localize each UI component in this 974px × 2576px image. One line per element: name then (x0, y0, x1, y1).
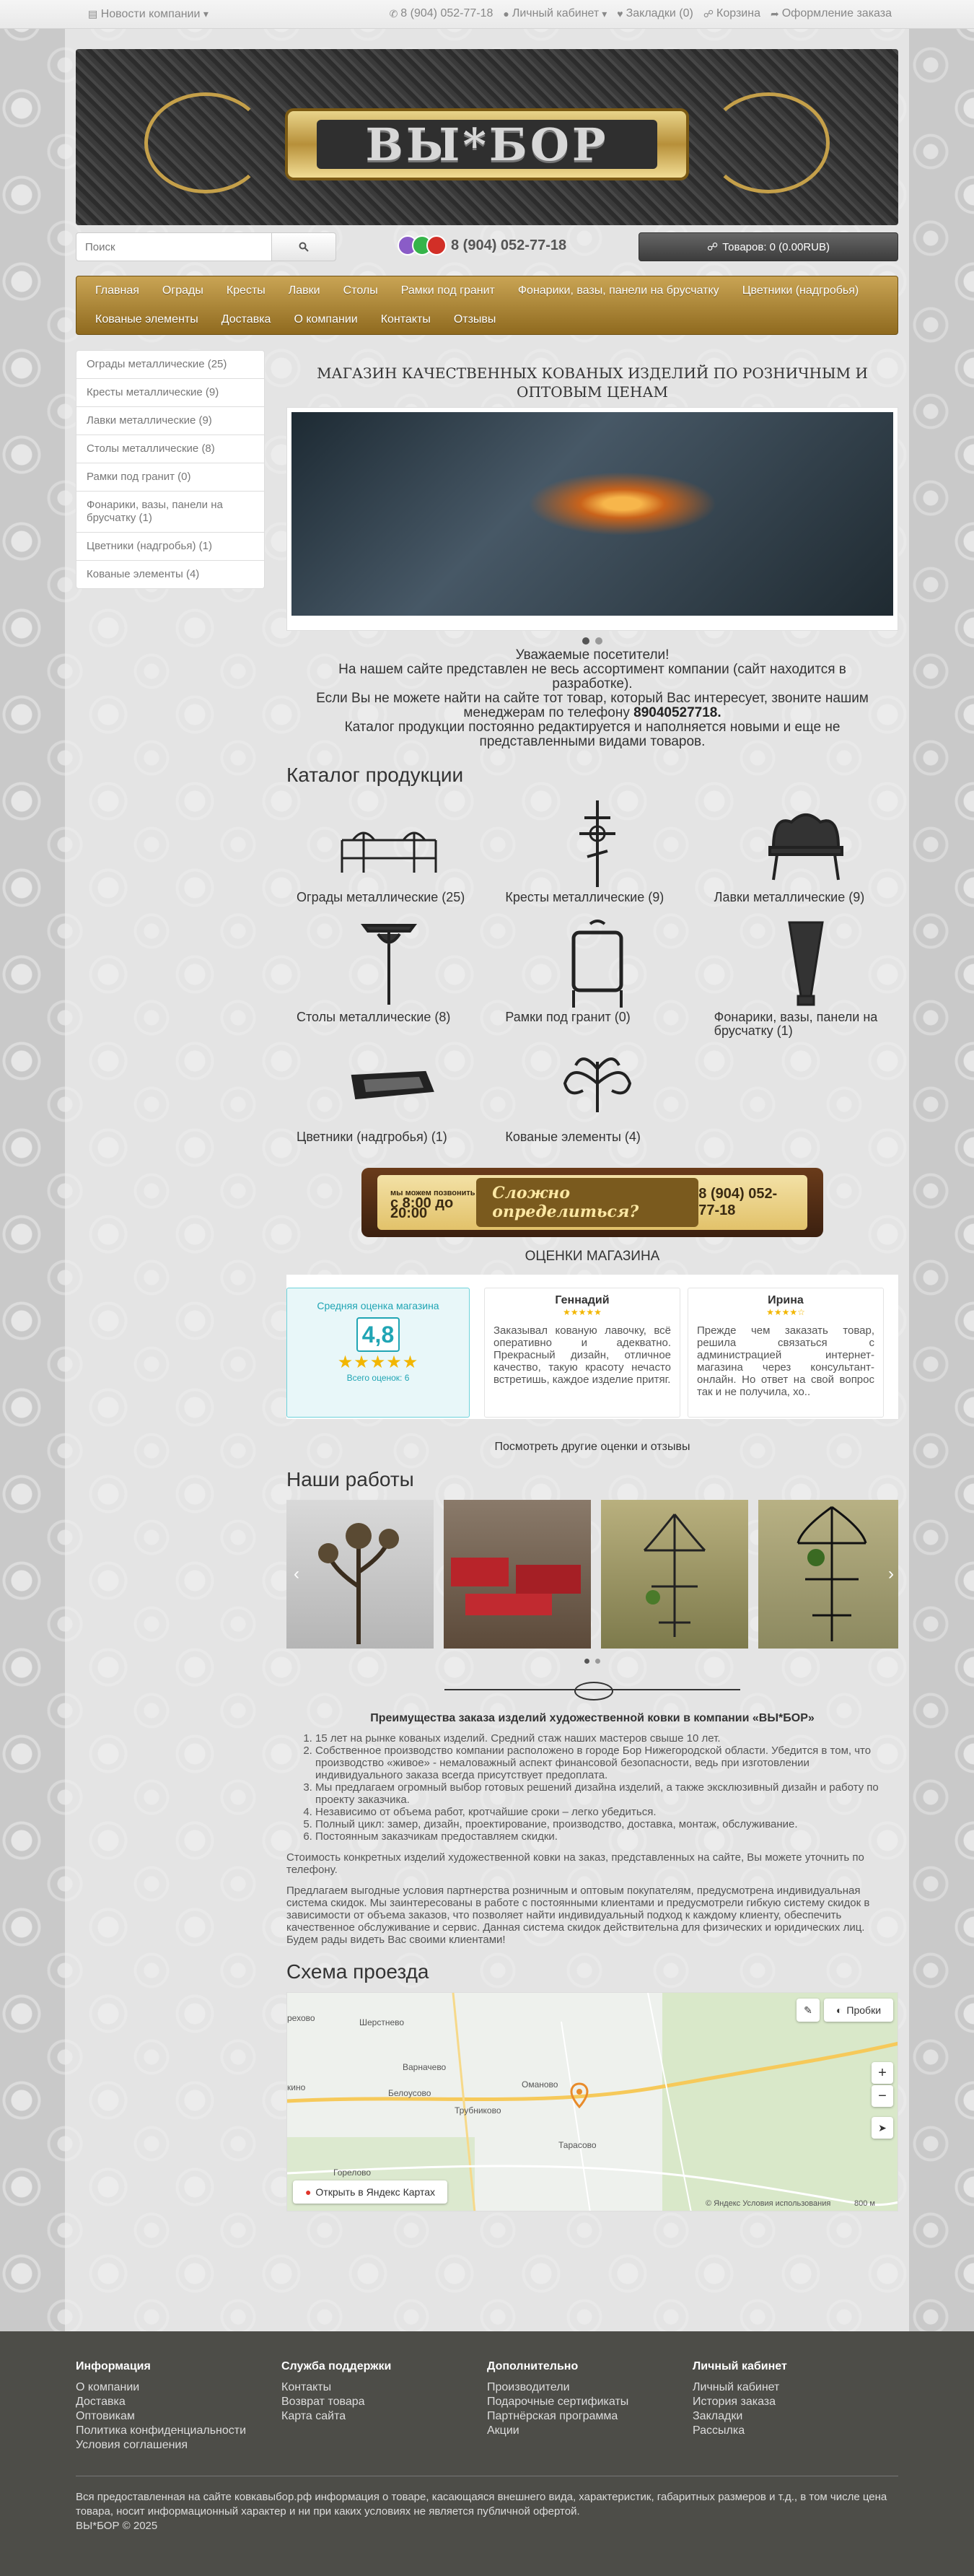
welcome-line: Уважаемые посетители! (515, 647, 670, 663)
catalog-item-fences[interactable] (286, 797, 481, 917)
advantage-item: 4. Независимо от объема работ, кротчайшие сроки – легко убедиться. (315, 1806, 898, 1818)
heart-icon: ♥ (617, 8, 623, 19)
rating-stars: ★★★★★ (337, 1353, 419, 1372)
map-scale: 800 м (854, 2199, 875, 2208)
top-phone-label: 8 (904) 052-77-18 (400, 7, 493, 19)
map-place: кино (287, 2082, 306, 2092)
banner-phone: 8 (904) 052-77-18 (698, 1186, 778, 1218)
review-card[interactable] (688, 1288, 884, 1418)
map-place: Трубниково (455, 2105, 501, 2116)
works-dot[interactable] (584, 1659, 589, 1664)
advantage-item: 5. Полный цикл: замер, дизайн, проектирование, производство, доставка, монтаж, обслуживание. (315, 1818, 898, 1830)
footer (0, 2331, 974, 2576)
review-stars: ★★★★★ (563, 1307, 602, 1317)
works-heading: Наши работы (286, 1468, 414, 1490)
account-link[interactable] (503, 7, 607, 20)
header-phone-number: 8 (904) 052-77-18 (451, 237, 567, 253)
footer-column-support (281, 2360, 487, 2453)
zoom-out-button[interactable] (872, 2085, 893, 2107)
review-author: Геннадий (555, 1294, 610, 1306)
slider-dot[interactable] (582, 637, 589, 645)
footer-link[interactable]: Доставка (76, 2396, 126, 2408)
traffic-icon: ◐ (835, 2004, 843, 2016)
cross-icon (569, 798, 626, 890)
menu-item-frames[interactable]: Рамки под гранит (400, 284, 495, 297)
traffic-label: Пробки (846, 2004, 882, 2016)
flowerbed-icon (338, 1055, 439, 1112)
catalog-item-frames[interactable] (495, 917, 689, 1036)
sidebar-item[interactable]: Кованые элементы (4) (76, 560, 265, 589)
sidebar-item[interactable]: Столы металлические (8) (76, 435, 265, 463)
footer-link[interactable]: Партнёрская программа (487, 2410, 618, 2422)
advantage-item: 2. Собственное производство компании расположено в городе Бор Нижегородской области. Убедится в том, что производство «живое» - немаловажный аспект финансовой безопасности, ведь при изготовлении индивидуального заказа всегда присутствует предоплата. (315, 1745, 898, 1781)
location-arrow-icon: ➤ (878, 2121, 887, 2134)
fence-icon (335, 811, 443, 876)
advantage-item: 1. 15 лет на рынке кованых изделий. Средний стаж наших мастеров свыше 10 лет. (315, 1732, 898, 1745)
ratings-widget (286, 1275, 898, 1419)
footer-copyright: ВЫ*БОР © 2025 (76, 2520, 158, 2532)
works-dots (286, 1654, 898, 1666)
rating-count: Всего оценок: 6 (346, 1373, 410, 1383)
welcome-line (301, 691, 884, 720)
map-copyright[interactable]: © Яндекс Условия использования (706, 2199, 831, 2208)
footer-link[interactable]: Оптовикам (76, 2410, 135, 2422)
cart-button[interactable] (639, 232, 898, 261)
caret-down-icon: ▾ (203, 8, 209, 19)
search-input[interactable] (76, 232, 272, 261)
zoom-in-button[interactable] (872, 2062, 893, 2084)
pin-icon: ● (304, 2186, 312, 2198)
header-banner[interactable] (76, 49, 898, 225)
news-dropdown[interactable] (88, 8, 209, 21)
frame-icon (565, 918, 630, 1009)
advantages-heading: Преимущества заказа изделий художественной ковки в компании «ВЫ*БОР» (370, 1712, 815, 1724)
forged-element-icon (550, 1047, 644, 1119)
top-bar (0, 0, 974, 29)
book-icon: ▤ (88, 8, 98, 19)
flower-stand-image (758, 1500, 898, 1649)
map-heading: Схема проезда (286, 1960, 429, 1983)
checkout-label: Оформление заказа (781, 7, 892, 19)
footer-column-extra (487, 2360, 693, 2453)
vase-icon (781, 918, 831, 1009)
top-phone[interactable] (390, 7, 493, 20)
wishlist-link[interactable] (617, 7, 693, 20)
search-icon (299, 242, 309, 252)
map-place: Оманово (522, 2079, 558, 2090)
sidebar-categories (76, 351, 265, 589)
footer-link[interactable]: Закладки (693, 2410, 743, 2422)
slider-dots (286, 635, 898, 645)
cart-link[interactable] (703, 7, 760, 20)
footer-link[interactable]: Акции (487, 2424, 519, 2437)
cart-button-label: Товаров: 0 (0.00RUB) (722, 240, 830, 253)
menu-item-fences[interactable]: Ограды (162, 284, 203, 297)
welcome-line: На нашем сайте представлен не весь ассортимент компании (сайт находится в разработке). (338, 662, 846, 691)
map-place: Тарасово (558, 2140, 597, 2150)
catalog-grid (286, 797, 898, 1156)
work-photo[interactable] (758, 1500, 898, 1649)
review-stars: ★★★★☆ (766, 1307, 805, 1317)
catalog-item-label: Лавки металлические (9) (714, 890, 865, 904)
footer-heading: Дополнительно (487, 2360, 579, 2372)
map-place: Шерстнево (359, 2017, 405, 2027)
footer-disclaimer: Вся предоставленная на сайте ковкавыбор.рф информация о товаре, касающаяся внешнего вида, характеристик, габаритных размеров и т.д., в том числе цена товара, носит информационный характер и ни при каких условиях не является публичной офертой. (76, 2491, 887, 2518)
forged-roses-image (286, 1500, 434, 1649)
advantages-list (315, 1732, 898, 1843)
page-title: МАГАЗИН КАЧЕСТВЕННЫХ КОВАНЫХ ИЗДЕЛИЙ ПО РОЗНИЧНЫМ И ОПТОВЫМ ЦЕНАМ (317, 364, 868, 401)
sidebar-item[interactable]: Ограды металлические (25) (76, 350, 265, 379)
ornament-left (144, 92, 267, 193)
catalog-item-benches[interactable] (704, 797, 898, 917)
footer-link[interactable]: Производители (487, 2381, 570, 2393)
catalog-item-flowerbeds[interactable] (286, 1036, 481, 1156)
footer-note (76, 2490, 898, 2533)
banner-hours: с 8:00 до 20:00 (390, 1195, 454, 1221)
catalog-item-label: Ограды металлические (25) (297, 890, 465, 904)
rating-label: Средняя оценка магазина (317, 1300, 439, 1311)
footer-column-info (76, 2360, 281, 2453)
review-card[interactable] (484, 1288, 680, 1418)
main-menu (76, 276, 898, 335)
review-text: Заказывал кованую лавочку, всё оперативно и адекватно. Прекрасный дизайн, отличное качество, такую красоту нечасто встретишь, каждое изделие притяг. (493, 1324, 671, 1386)
cart-icon: ☍ (706, 241, 719, 253)
sidebar-item[interactable]: Кресты металлические (9) (76, 378, 265, 407)
catalog-item-label: Кованые элементы (4) (505, 1130, 641, 1144)
phone-icon: ✆ (389, 7, 398, 19)
caret-down-icon: ▾ (602, 7, 607, 19)
footer-link[interactable]: Возврат товара (281, 2396, 365, 2408)
hero-slider[interactable] (286, 407, 898, 631)
partnership-text: Предлагаем выгодные условия партнерства розничным и оптовым покупателям, предусмотрена индивидуальная система скидок. Мы заинтересованы в работе с постоянными клиентами и предусмотрели гибкую систему скидок в зависимости от объема заказов, что позволяет найти индивидуальный подход к каждому клиенту, обеспечить качественное обслуживание и сервис. Данная система скидок действительна для физических и юридических лиц. Будем рады видеть Вас своими клиентами! (286, 1885, 870, 1946)
ruler-button[interactable] (797, 1999, 820, 2022)
menu-item-lanterns[interactable]: Фонарики, вазы, панели на брусчатку (517, 284, 719, 297)
work-photo[interactable] (286, 1500, 434, 1649)
main-content (286, 351, 898, 2212)
plus-icon: + (878, 2064, 887, 2081)
open-in-yandex-button[interactable] (293, 2180, 447, 2204)
footer-heading: Личный кабинет (693, 2360, 787, 2372)
footer-heading: Информация (76, 2360, 151, 2372)
banner-slogan: Сложно определиться? (476, 1178, 698, 1227)
catalog-item-label: Столы металлические (8) (297, 1010, 451, 1024)
footer-link[interactable]: Политика конфиденциальности (76, 2424, 247, 2437)
review-author: Ирина (768, 1294, 804, 1306)
slider-dot[interactable] (595, 637, 602, 645)
search-row (76, 232, 898, 263)
rating-summary[interactable] (286, 1288, 470, 1418)
ornament-divider (444, 1677, 740, 1702)
welcome-text (286, 648, 898, 749)
footer-column-account (693, 2360, 898, 2453)
footer-link[interactable]: Контакты (281, 2381, 332, 2393)
review-text: Прежде чем заказать товар, решила связаться с администрацией интернет-магазина через консультант-онлайн. Но ответ на свой вопрос так и не получила, хо.. (697, 1324, 874, 1398)
advantage-item: 3. Мы предлагаем огромный выбор готовых решений дизайна изделий, а также эксклюзивный дизайн и работу по проекту заказчика. (315, 1781, 898, 1806)
catalog-item-tables[interactable] (286, 917, 481, 1036)
account-label: Личный кабинет (512, 7, 600, 19)
advantage-item: 6. Постоянным заказчикам предоставляем скидки. (315, 1830, 898, 1843)
price-note: Стоимость конкретных изделий художественной ковки на заказ, представленных на сайте, Вы можете уточнить по телефону. (286, 1851, 864, 1876)
banner-small: мы можем позвонить (390, 1188, 475, 1197)
map-place: Варначево (403, 2062, 447, 2072)
catalog-item-label: Цветники (надгробья) (1) (297, 1130, 447, 1144)
menu-item-flowerbeds[interactable]: Цветники (надгробья) (742, 284, 859, 297)
menu-item-delivery[interactable]: Доставка (221, 313, 271, 326)
news-label: Новости компании (100, 8, 201, 20)
catalog-item-label: Фонарики, вазы, панели на брусчатку (1) (714, 1010, 878, 1038)
catalog-item-label: Кресты металлические (9) (505, 890, 664, 904)
open-in-yandex-label: Открыть в Яндекс Картах (315, 2186, 436, 2198)
catalog-heading: Каталог продукции (286, 764, 464, 786)
ruler-icon: ✎ (804, 2004, 812, 2016)
yandex-map[interactable] (286, 1992, 898, 2212)
catalog-item-elements[interactable] (495, 1036, 689, 1156)
footer-link[interactable]: История заказа (693, 2396, 776, 2408)
header-phone[interactable] (398, 235, 566, 256)
work-photo[interactable] (444, 1500, 591, 1649)
footer-link[interactable]: О компании (76, 2381, 140, 2393)
footer-link[interactable]: Рассылка (693, 2424, 745, 2437)
works-carousel[interactable] (286, 1500, 898, 1649)
table-icon (356, 918, 421, 1009)
wishlist-label: Закладки (0) (626, 7, 693, 19)
menu-item-crosses[interactable]: Кресты (226, 284, 266, 297)
traffic-button[interactable] (824, 1999, 893, 2022)
user-icon: ● (503, 8, 509, 19)
sidebar-item[interactable]: Лавки металлические (9) (76, 406, 265, 435)
svg-text:›: › (888, 1564, 894, 1584)
bench-icon (759, 804, 853, 883)
sidebar-item[interactable]: Рамки под гранит (0) (76, 463, 265, 492)
cart-label: Корзина (716, 7, 760, 19)
red-fences-image (444, 1500, 591, 1649)
footer-link[interactable]: Подарочные сертификаты (487, 2396, 629, 2408)
rating-score: 4,8 (356, 1317, 400, 1352)
menu-item-about[interactable]: О компании (294, 313, 358, 326)
map-place: Горелово (333, 2167, 372, 2178)
menu-item-home[interactable]: Главная (95, 284, 139, 297)
geolocation-button[interactable] (872, 2117, 893, 2139)
callback-banner[interactable] (361, 1168, 823, 1237)
menu-item-tables[interactable]: Столы (343, 284, 378, 297)
share-icon: ➦ (770, 7, 779, 19)
phone-call-icon (426, 235, 447, 256)
slide-image (291, 412, 893, 616)
more-reviews-link[interactable]: Посмотреть другие оценки и отзывы (494, 1441, 690, 1453)
search-button[interactable] (271, 232, 336, 261)
catalog-item-label: Рамки под гранит (0) (505, 1010, 631, 1024)
menu-item-reviews[interactable]: Отзывы (453, 313, 496, 326)
map-place: Белоусово (388, 2088, 431, 2098)
work-photo[interactable] (601, 1500, 748, 1649)
logo (285, 108, 689, 180)
menu-item-benches[interactable]: Лавки (288, 284, 320, 297)
ornament-right (707, 92, 830, 193)
minus-icon: − (878, 2087, 887, 2104)
flower-stand-image (601, 1500, 748, 1649)
welcome-phone: 89040527718. (633, 705, 721, 720)
welcome-line-text: Если Вы не можете найти на сайте тот товар, который Вас интересует, звоните нашим менеджерам по телефону (316, 691, 869, 720)
works-dot[interactable] (595, 1659, 600, 1664)
checkout-link[interactable] (771, 7, 892, 20)
catalog-item-lanterns[interactable] (704, 917, 898, 1036)
welcome-line: Каталог продукции постоянно редактируется и наполняется новыми и еще не представленными видами товаров. (344, 720, 841, 749)
map-place: рехово (287, 2013, 315, 2023)
footer-link[interactable]: Карта сайта (281, 2410, 346, 2422)
ratings-heading: ОЦЕНКИ МАГАЗИНА (525, 1249, 660, 1264)
sidebar-item[interactable]: Фонарики, вазы, панели на брусчатку (1) (76, 491, 265, 533)
menu-item-contacts[interactable]: Контакты (380, 313, 431, 326)
sidebar-item[interactable]: Цветники (надгробья) (1) (76, 532, 265, 561)
map-pin-icon (570, 2082, 589, 2108)
footer-link[interactable]: Личный кабинет (693, 2381, 780, 2393)
menu-item-elements[interactable]: Кованые элементы (95, 313, 198, 326)
logo-text: ВЫ*БОР (365, 118, 609, 171)
svg-text:‹: ‹ (294, 1564, 299, 1584)
cart-icon: ☍ (703, 7, 714, 19)
footer-heading: Служба поддержки (281, 2360, 392, 2372)
footer-link[interactable]: Условия соглашения (76, 2439, 188, 2451)
catalog-item-crosses[interactable] (495, 797, 689, 917)
